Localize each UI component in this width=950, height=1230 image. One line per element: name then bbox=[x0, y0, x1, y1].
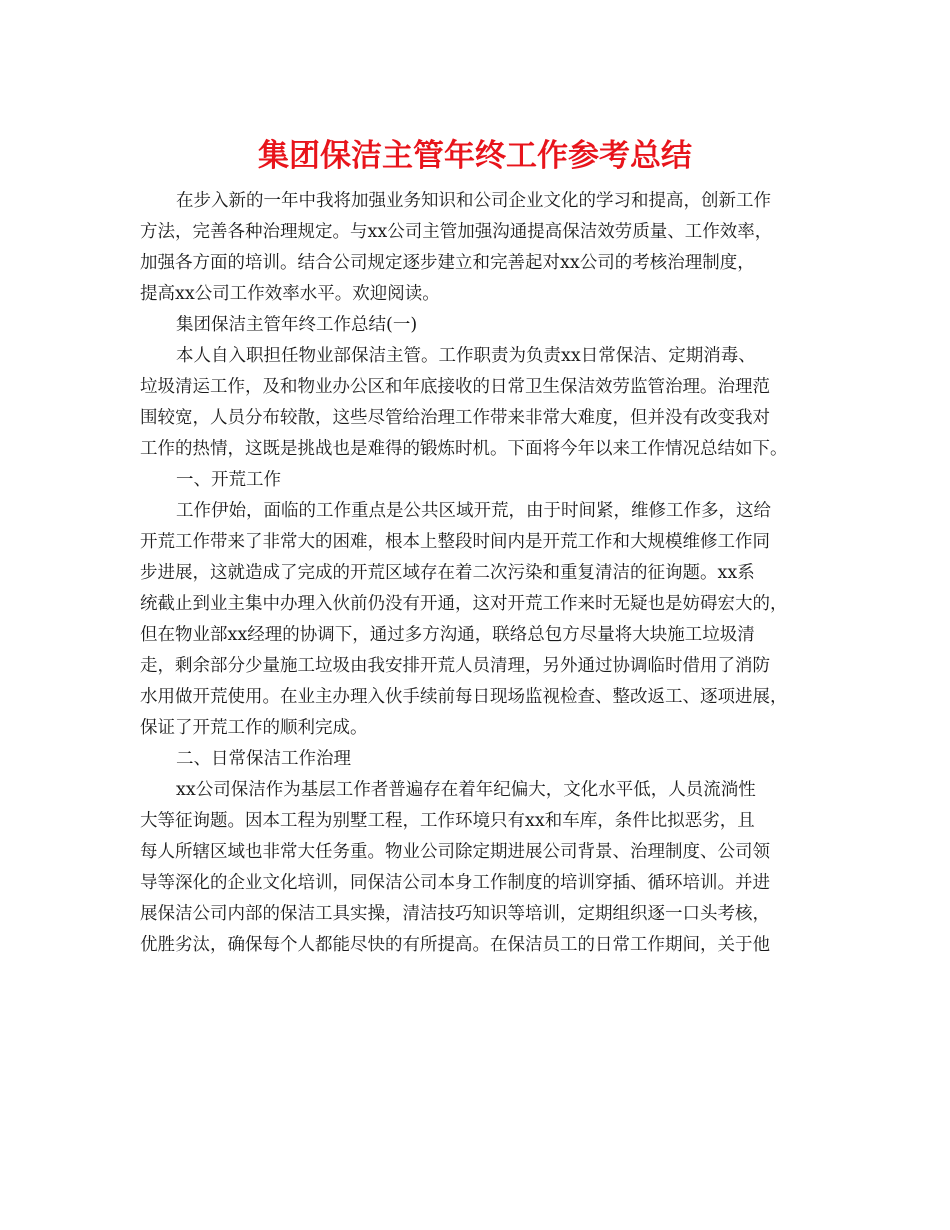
text-line: 走，剩余部分少量施工垃圾由我安排开荒人员清理，另外通过协调临时借用了消防 bbox=[140, 656, 770, 676]
text-line: 本人自入职担任物业部保洁主管。工作职责为负责xx日常保洁、定期消毒、 bbox=[176, 346, 756, 366]
text-line: 展保洁公司内部的保洁工具实操，清洁技巧知识等培训，定期组织逐一口头考核， bbox=[140, 904, 770, 924]
text-line: 方法，完善各种治理规定。与xx公司主管加强沟通提高保洁效劳质量、工作效率， bbox=[140, 222, 773, 242]
text-line: 一、开荒工作 bbox=[176, 470, 281, 490]
text-line: 大等征询题。因本工程为别墅工程，工作环境只有xx和车库，条件比拟恶劣，且 bbox=[140, 811, 755, 831]
text-line: 垃圾清运工作，及和物业办公区和年底接收的日常卫生保洁效劳监管治理。治理范 bbox=[140, 377, 770, 397]
text-line: 导等深化的企业文化培训，同保洁公司本身工作制度的培训穿插、循环培训。并进 bbox=[140, 873, 770, 893]
document-title: 集团保洁主管年终工作参考总结 bbox=[258, 138, 692, 174]
text-line: 围较宽，人员分布较散，这些尽管给治理工作带来非常大难度，但并没有改变我对 bbox=[140, 408, 770, 428]
document-body bbox=[140, 186, 820, 961]
text-line: 水用做开荒使用。在业主办理入伙手续前每日现场监视检查、整改返工、逐项进展， bbox=[140, 687, 788, 707]
text-line: 优胜劣汰，确保每个人都能尽快的有所提高。在保洁员工的日常工作期间，关于他 bbox=[140, 935, 770, 955]
text-line: 二、日常保洁工作治理 bbox=[176, 749, 351, 769]
text-line: 步进展，这就造成了完成的开荒区域存在着二次污染和重复清洁的征询题。xx系 bbox=[140, 563, 755, 583]
text-line: 加强各方面的培训。结合公司规定逐步建立和完善起对xx公司的考核治理制度， bbox=[140, 253, 755, 273]
text-line: 在步入新的一年中我将加强业务知识和公司企业文化的学习和提高，创新工作 bbox=[176, 191, 771, 211]
text-line: 开荒工作带来了非常大的困难，根本上整段时间内是开荒工作和大规模维修工作同 bbox=[140, 532, 770, 552]
text-line: 工作伊始，面临的工作重点是公共区域开荒，由于时间紧，维修工作多，这给 bbox=[176, 501, 771, 521]
text-line: 集团保洁主管年终工作总结(一) bbox=[176, 315, 418, 335]
text-line: 保证了开荒工作的顺利完成。 bbox=[140, 718, 368, 738]
text-line: 统截止到业主集中办理入伙前仍没有开通，这对开荒工作来时无疑也是妨碍宏大的， bbox=[140, 594, 788, 614]
text-line: 但在物业部xx经理的协调下，通过多方沟通，联络总包方尽量将大块施工垃圾清 bbox=[140, 625, 755, 645]
text-line: xx公司保洁作为基层工作者普遍存在着年纪偏大，文化水平低，人员流淌性 bbox=[176, 780, 756, 800]
text-line: 提高xx公司工作效率水平。欢迎阅读。 bbox=[140, 284, 440, 304]
text-line: 每人所辖区域也非常大任务重。物业公司除定期进展公司背景、治理制度、公司领 bbox=[140, 842, 770, 862]
text-line: 工作的热情，这既是挑战也是难得的锻炼时机。下面将今年以来工作情况总结如下。 bbox=[140, 439, 788, 459]
